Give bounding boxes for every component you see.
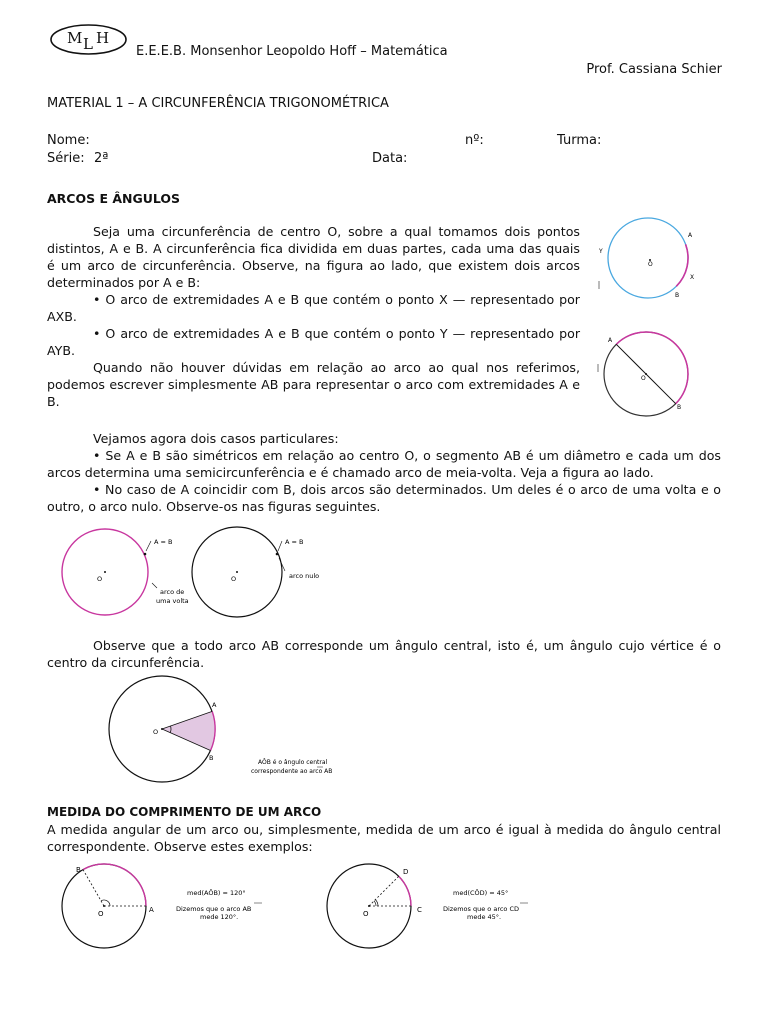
section-heading-medida: MEDIDA DO COMPRIMENTO DE UM ARCO bbox=[47, 805, 322, 819]
teacher-name: Prof. Cassiana Schier bbox=[586, 62, 722, 77]
paragraph-half-turn: • Se A e B são simétricos em relação ao centro O, o segmento AB é um diâmetro e cada um dos arcos determina uma semicircunferência e é chamado arco de meia-volta. Veja a figura ao lado. bbox=[47, 448, 721, 480]
nome-label: Nome: bbox=[47, 133, 90, 148]
fig4-label-ab: A = B bbox=[285, 538, 304, 546]
svg-text:M: M bbox=[67, 29, 83, 47]
figure-central-angle bbox=[108, 676, 338, 782]
paragraph-simplify: Quando não houver dúvidas em relação ao arco ao qual nos referimos, podemos escrever simplesmente AB para representar o arco com extremidades A e B. bbox=[47, 360, 580, 409]
fig5-label-o: O bbox=[153, 728, 159, 736]
paragraph-cases: Vejamos agora dois casos particulares: bbox=[93, 431, 339, 446]
svg-text:L: L bbox=[83, 35, 93, 53]
fig1-label-o: O bbox=[648, 261, 653, 268]
figure-arcs-axb-ayb bbox=[594, 214, 704, 304]
fig5-caption-line1: AÔB é o ângulo central bbox=[258, 759, 328, 766]
fig1-label-y: Y bbox=[599, 248, 603, 255]
fig5-caption-line2: correspondente ao arco AB bbox=[251, 768, 333, 775]
fig6-label-o: O bbox=[98, 910, 104, 918]
numero-label: nº: bbox=[465, 133, 484, 148]
fig4-label-o: O bbox=[231, 575, 237, 583]
paragraph-ayb: • O arco de extremidades A e B que contém o ponto Y — representado por AYB. bbox=[47, 326, 580, 358]
fig1-label-b: B bbox=[675, 292, 680, 299]
svg-text:H: H bbox=[96, 29, 110, 47]
paragraph-axb: • O arco de extremidades A e B que contém o ponto X — representado por AXB. bbox=[47, 292, 580, 324]
fig6-label-b: B bbox=[76, 866, 81, 874]
fig6-measure: med(AÔB) = 120° bbox=[187, 889, 246, 897]
figure-half-turn bbox=[594, 330, 704, 420]
paragraph-central-angle: Observe que a todo arco AB corresponde um ângulo central, isto é, um ângulo cujo vértice é o centro da circunferência. bbox=[47, 638, 721, 670]
fig7-label-c: C bbox=[417, 906, 422, 914]
fig1-label-a: A bbox=[688, 232, 693, 239]
fig3-label-o: O bbox=[97, 575, 103, 583]
figure-arc-45 bbox=[327, 862, 537, 952]
school-name: E.E.E.B. Monsenhor Leopoldo Hoff – Matemática bbox=[136, 44, 448, 59]
fig3-label-ab: A = B bbox=[154, 538, 173, 546]
fig7-label-o: O bbox=[363, 910, 369, 918]
fig7-label-d: D bbox=[403, 868, 409, 876]
material-title: MATERIAL 1 – A CIRCUNFERÊNCIA TRIGONOMÉTRICA bbox=[47, 96, 389, 111]
fig5-label-a: A bbox=[212, 701, 217, 709]
fig2-label-o: O bbox=[641, 375, 646, 382]
fig4-caption: arco nulo bbox=[289, 572, 320, 580]
fig5-label-b: B bbox=[209, 754, 214, 762]
figure-null-arc bbox=[190, 527, 340, 617]
fig6-say-line2: mede 120°. bbox=[200, 913, 239, 921]
fig6-label-a: A bbox=[149, 906, 154, 914]
fig2-label-a: A bbox=[608, 337, 613, 344]
paragraph-intro: Seja uma circunferência de centro O, sobre a qual tomamos dois pontos distintos, A e B. A circunferência fica dividida em duas partes, cada uma das quais é um arco de circunferência. Observe, na figura ao lado, que existem dois arcos determinados por A e B: bbox=[47, 224, 580, 290]
fig2-label-b: B bbox=[677, 404, 682, 411]
serie-label: Série: bbox=[47, 151, 85, 166]
fig3-caption-line2: uma volta bbox=[156, 597, 189, 605]
serie-value: 2ª bbox=[94, 151, 109, 166]
paragraph-arc-measure: A medida angular de um arco ou, simplesmente, medida de um arco é igual à medida do ângulo central correspondente. Observe estes exemplos: bbox=[47, 822, 721, 854]
data-label: Data: bbox=[372, 151, 408, 166]
text-column-1 bbox=[47, 223, 580, 410]
fig6-say-line1: Dizemos que o arco AB bbox=[176, 905, 252, 913]
fig1-label-x: X bbox=[690, 274, 695, 281]
figure-arc-120 bbox=[62, 862, 272, 952]
turma-label: Turma: bbox=[557, 133, 602, 148]
section-heading-arcos: ARCOS E ÂNGULOS bbox=[47, 191, 181, 206]
fig7-measure: med(CÔD) = 45° bbox=[453, 889, 509, 897]
fig3-caption-line1: arco de bbox=[160, 588, 185, 596]
fig7-say-line2: mede 45°. bbox=[467, 913, 502, 921]
figure-full-turn-arc bbox=[56, 527, 206, 617]
text-column-2 bbox=[47, 430, 721, 515]
school-logo bbox=[49, 23, 128, 56]
fig7-say-line1: Dizemos que o arco CD bbox=[443, 905, 520, 913]
paragraph-full-null: • No caso de A coincidir com B, dois arcos são determinados. Um deles é o arco de uma volta e o outro, o arco nulo. Observe-os nas figuras seguintes. bbox=[47, 482, 721, 514]
